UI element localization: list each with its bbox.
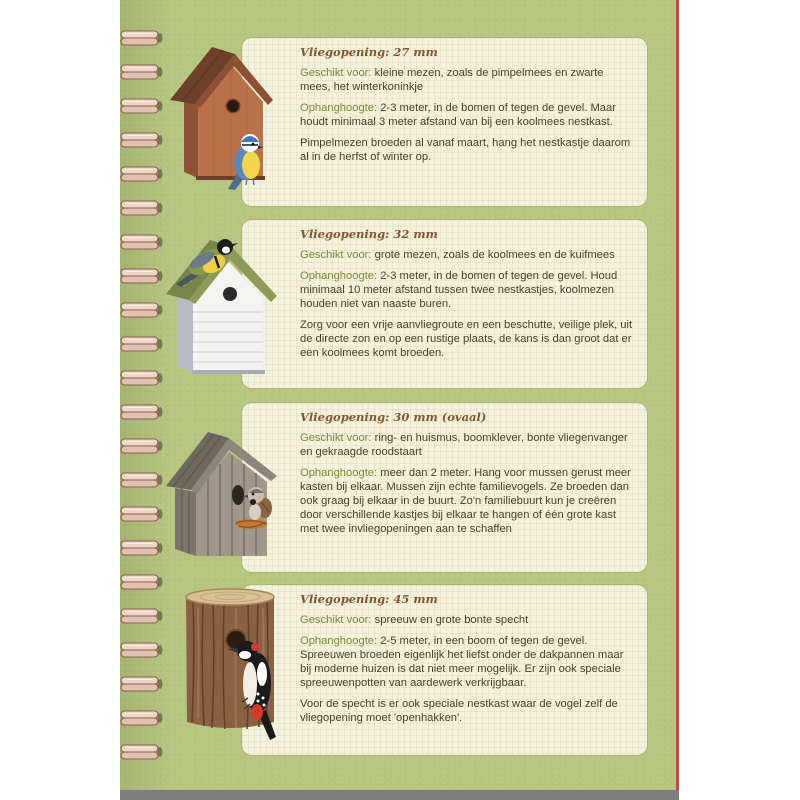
spiral-ring (119, 505, 165, 523)
nestbox-card (242, 220, 647, 388)
grey-wooden-nestbox-illustration (163, 428, 288, 568)
spiral-ring (119, 301, 165, 319)
spiral-ring (119, 29, 165, 47)
hanging-height-label: Ophanghoogte: (300, 635, 378, 647)
suitable-for-text: ring- en huismus, boomklever, bonte vliegenvanger en gekraagde roodstaart (300, 432, 628, 458)
nestbox-card (242, 403, 647, 572)
suitable-for-paragraph (300, 613, 635, 627)
spiral-ring (119, 573, 165, 591)
suitable-for-paragraph (300, 431, 635, 459)
brown-nestbox-illustration (165, 42, 285, 192)
suitable-for-text: kleine mezen, zoals de pimpelmees en zwarte mees, het winterkoninkje (300, 67, 604, 93)
entrance-hole-title: Vliegopening: 32 mm (300, 227, 438, 241)
hanging-height-label: Ophanghoogte: (300, 102, 378, 114)
suitable-for-label: Geschikt voor: (300, 249, 372, 261)
spiral-ring (119, 165, 165, 183)
hanging-height-paragraph (300, 634, 635, 690)
suitable-for-label: Geschikt voor: (300, 614, 372, 626)
hanging-height-paragraph (300, 466, 635, 536)
spiral-ring (119, 63, 165, 81)
entrance-hole-title: Vliegopening: 27 mm (300, 45, 438, 59)
spiral-ring (119, 267, 165, 285)
hanging-height-text: meer dan 2 meter. Hang voor mussen gerust meer kasten bij elkaar. Mussen zijn echte familievogels. Ze broeden dan ook graag bij elkaar in de buurt. Zo'n familiebuurt kun je creëren door verschillende kastjes bij elkaar te hangen of één grote kast met twee invliegopeningen aan te schaffen (300, 467, 631, 535)
page-edge-line (676, 0, 679, 800)
hanging-height-paragraph (300, 101, 635, 129)
spiral-ring (119, 403, 165, 421)
suitable-for-paragraph (300, 248, 635, 262)
spiral-ring (119, 743, 165, 761)
log-nestbox-illustration (178, 588, 290, 743)
spiral-ring (119, 369, 165, 387)
page-bottom-edge (120, 790, 679, 800)
suitable-for-text: spreeuw en grote bonte specht (374, 614, 529, 626)
hanging-height-label: Ophanghoogte: (300, 270, 378, 282)
spiral-ring (119, 233, 165, 251)
spiral-ring (119, 641, 165, 659)
nestbox-card (242, 38, 647, 206)
suitable-for-text: grote mezen, zoals de koolmees en de kuifmees (374, 249, 615, 261)
hanging-height-text: 2-3 meter, in de bomen of tegen de gevel. Maar houdt minimaal 3 meter afstand van bij een koolmees nestkast. (300, 102, 616, 128)
spiral-ring (119, 97, 165, 115)
entrance-hole-title: Vliegopening: 45 mm (300, 592, 438, 606)
spiral-ring (119, 437, 165, 455)
suitable-for-paragraph (300, 66, 635, 94)
spiral-ring (119, 199, 165, 217)
spiral-ring (119, 675, 165, 693)
tip-paragraph: Voor de specht is er ook speciale nestkast waar de vogel zelf de vliegopening moet 'openhakken'. (300, 698, 618, 724)
spiral-ring (119, 539, 165, 557)
hanging-height-text: 2-5 meter, in een boom of tegen de gevel. Spreeuwen broeden eigenlijk het liefst onder de dakpannen maar bij moderne huizen is dat niet meer mogelijk. Er zijn ook speciale spreeuwenpotten van aardewerk verkrijgbaar. (300, 635, 624, 689)
tip-paragraph: Zorg voor een vrije aanvliegroute en een beschutte, veilige plek, uit de directe zon en op een rustige plaats, de kans is dan groot dat er een koolmees komt broeden. (300, 319, 633, 359)
hanging-height-text: 2-3 meter, in de bomen of tegen de gevel. Houd minimaal 10 meter afstand tussen twee nestkastjes, koolmezen houden niet van naaste buren. (300, 270, 618, 310)
white-nestbox-illustration (163, 232, 283, 382)
nestbox-card (242, 585, 647, 755)
spiral-ring (119, 607, 165, 625)
suitable-for-label: Geschikt voor: (300, 432, 372, 444)
entrance-hole-title: Vliegopening: 30 mm (ovaal) (300, 410, 487, 424)
hanging-height-label: Ophanghoogte: (300, 467, 378, 479)
spiral-ring (119, 131, 165, 149)
spiral-binding (119, 0, 167, 790)
suitable-for-label: Geschikt voor: (300, 67, 372, 79)
spiral-ring (119, 471, 165, 489)
spiral-ring (119, 709, 165, 727)
spiral-ring (119, 335, 165, 353)
tip-paragraph: Pimpelmezen broeden al vanaf maart, hang het nestkastje daarom al in de herfst of winter op. (300, 137, 631, 163)
hanging-height-paragraph (300, 269, 635, 311)
